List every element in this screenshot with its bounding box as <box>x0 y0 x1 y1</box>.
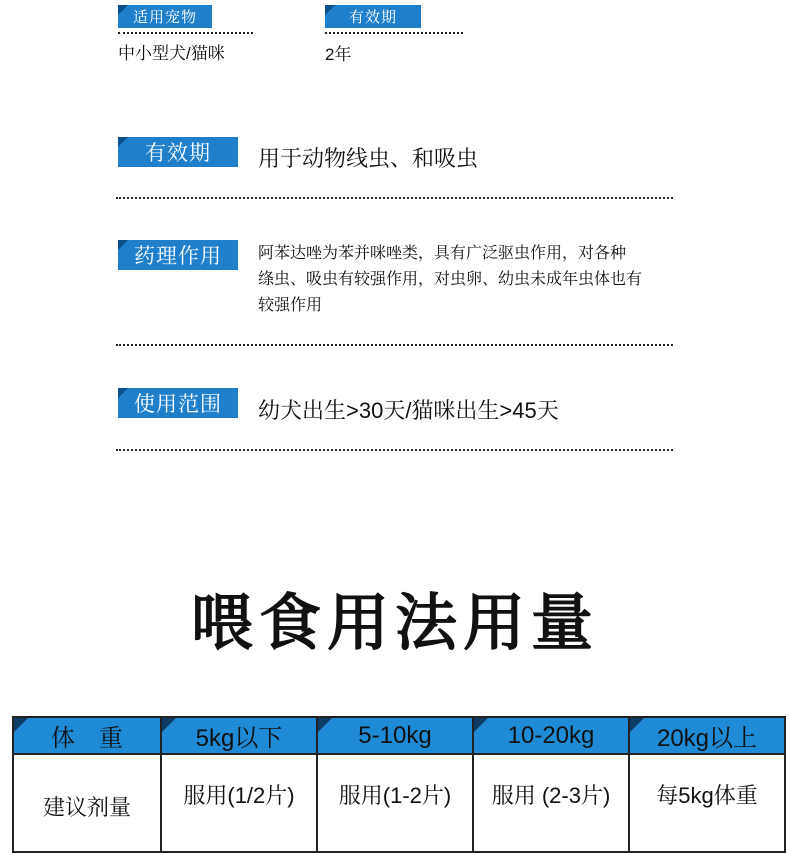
section-pharmacology-line-1: 阿苯达唑为苯并咪唑类，具有广泛驱虫作用，对各种 <box>258 245 627 262</box>
section-pharmacology-line-3: 较强作用 <box>258 297 323 314</box>
dosage-table-header-row <box>13 717 785 754</box>
validity-divider <box>325 32 463 34</box>
section-pharmacology-label <box>118 240 238 270</box>
header-5-10kg: 5-10kg <box>317 717 473 754</box>
section-validity-label <box>118 137 238 167</box>
section-usage-text: 幼犬出生>30天/猫咪出生>45天 <box>258 398 559 423</box>
section-divider-3 <box>116 449 673 451</box>
section-divider-1 <box>116 197 673 199</box>
cell-dose-10-20kg: 服用 (2-3片) <box>473 754 629 852</box>
cell-dose-under-5kg: 服用(1/2片) <box>161 754 317 852</box>
cell-dose-5-10kg: 服用(1-2片) <box>317 754 473 852</box>
header-under-5kg: 5kg以下 <box>161 717 317 754</box>
header-over-20kg: 20kg以上 <box>629 717 785 754</box>
header-weight: 体 重 <box>13 717 161 754</box>
pet-label-text: 适用宠物 <box>132 9 197 26</box>
section-pharmacology-line-2: 绦虫、吸虫有较强作用，对虫卵、幼虫未成年虫体也有 <box>258 271 643 288</box>
section-pharmacology-label-text: 药理作用 <box>134 245 222 268</box>
section-validity-text: 用于动物线虫、和吸虫 <box>258 146 479 171</box>
section-usage-label-text: 使用范围 <box>134 393 222 416</box>
header-10-20kg: 10-20kg <box>473 717 629 754</box>
feeding-dosage-heading: 喂食用法用量 <box>190 586 599 659</box>
pet-label <box>118 5 212 28</box>
section-divider-2 <box>116 344 673 346</box>
dosage-table <box>12 716 786 853</box>
dosage-table-row <box>13 754 785 852</box>
pet-divider <box>118 32 253 34</box>
pet-value: 中小型犬/猫咪 <box>118 44 225 63</box>
cell-dose-over-20kg: 每5kg体重 <box>629 754 785 852</box>
section-validity-label-text: 有效期 <box>145 142 211 165</box>
dosage-table-container <box>12 716 784 853</box>
section-usage-label <box>118 388 238 418</box>
validity-label-text: 有效期 <box>348 9 397 26</box>
validity-value: 2年 <box>325 45 352 64</box>
cell-recommended-dose-label: 建议剂量 <box>13 754 161 852</box>
validity-label <box>325 5 421 28</box>
